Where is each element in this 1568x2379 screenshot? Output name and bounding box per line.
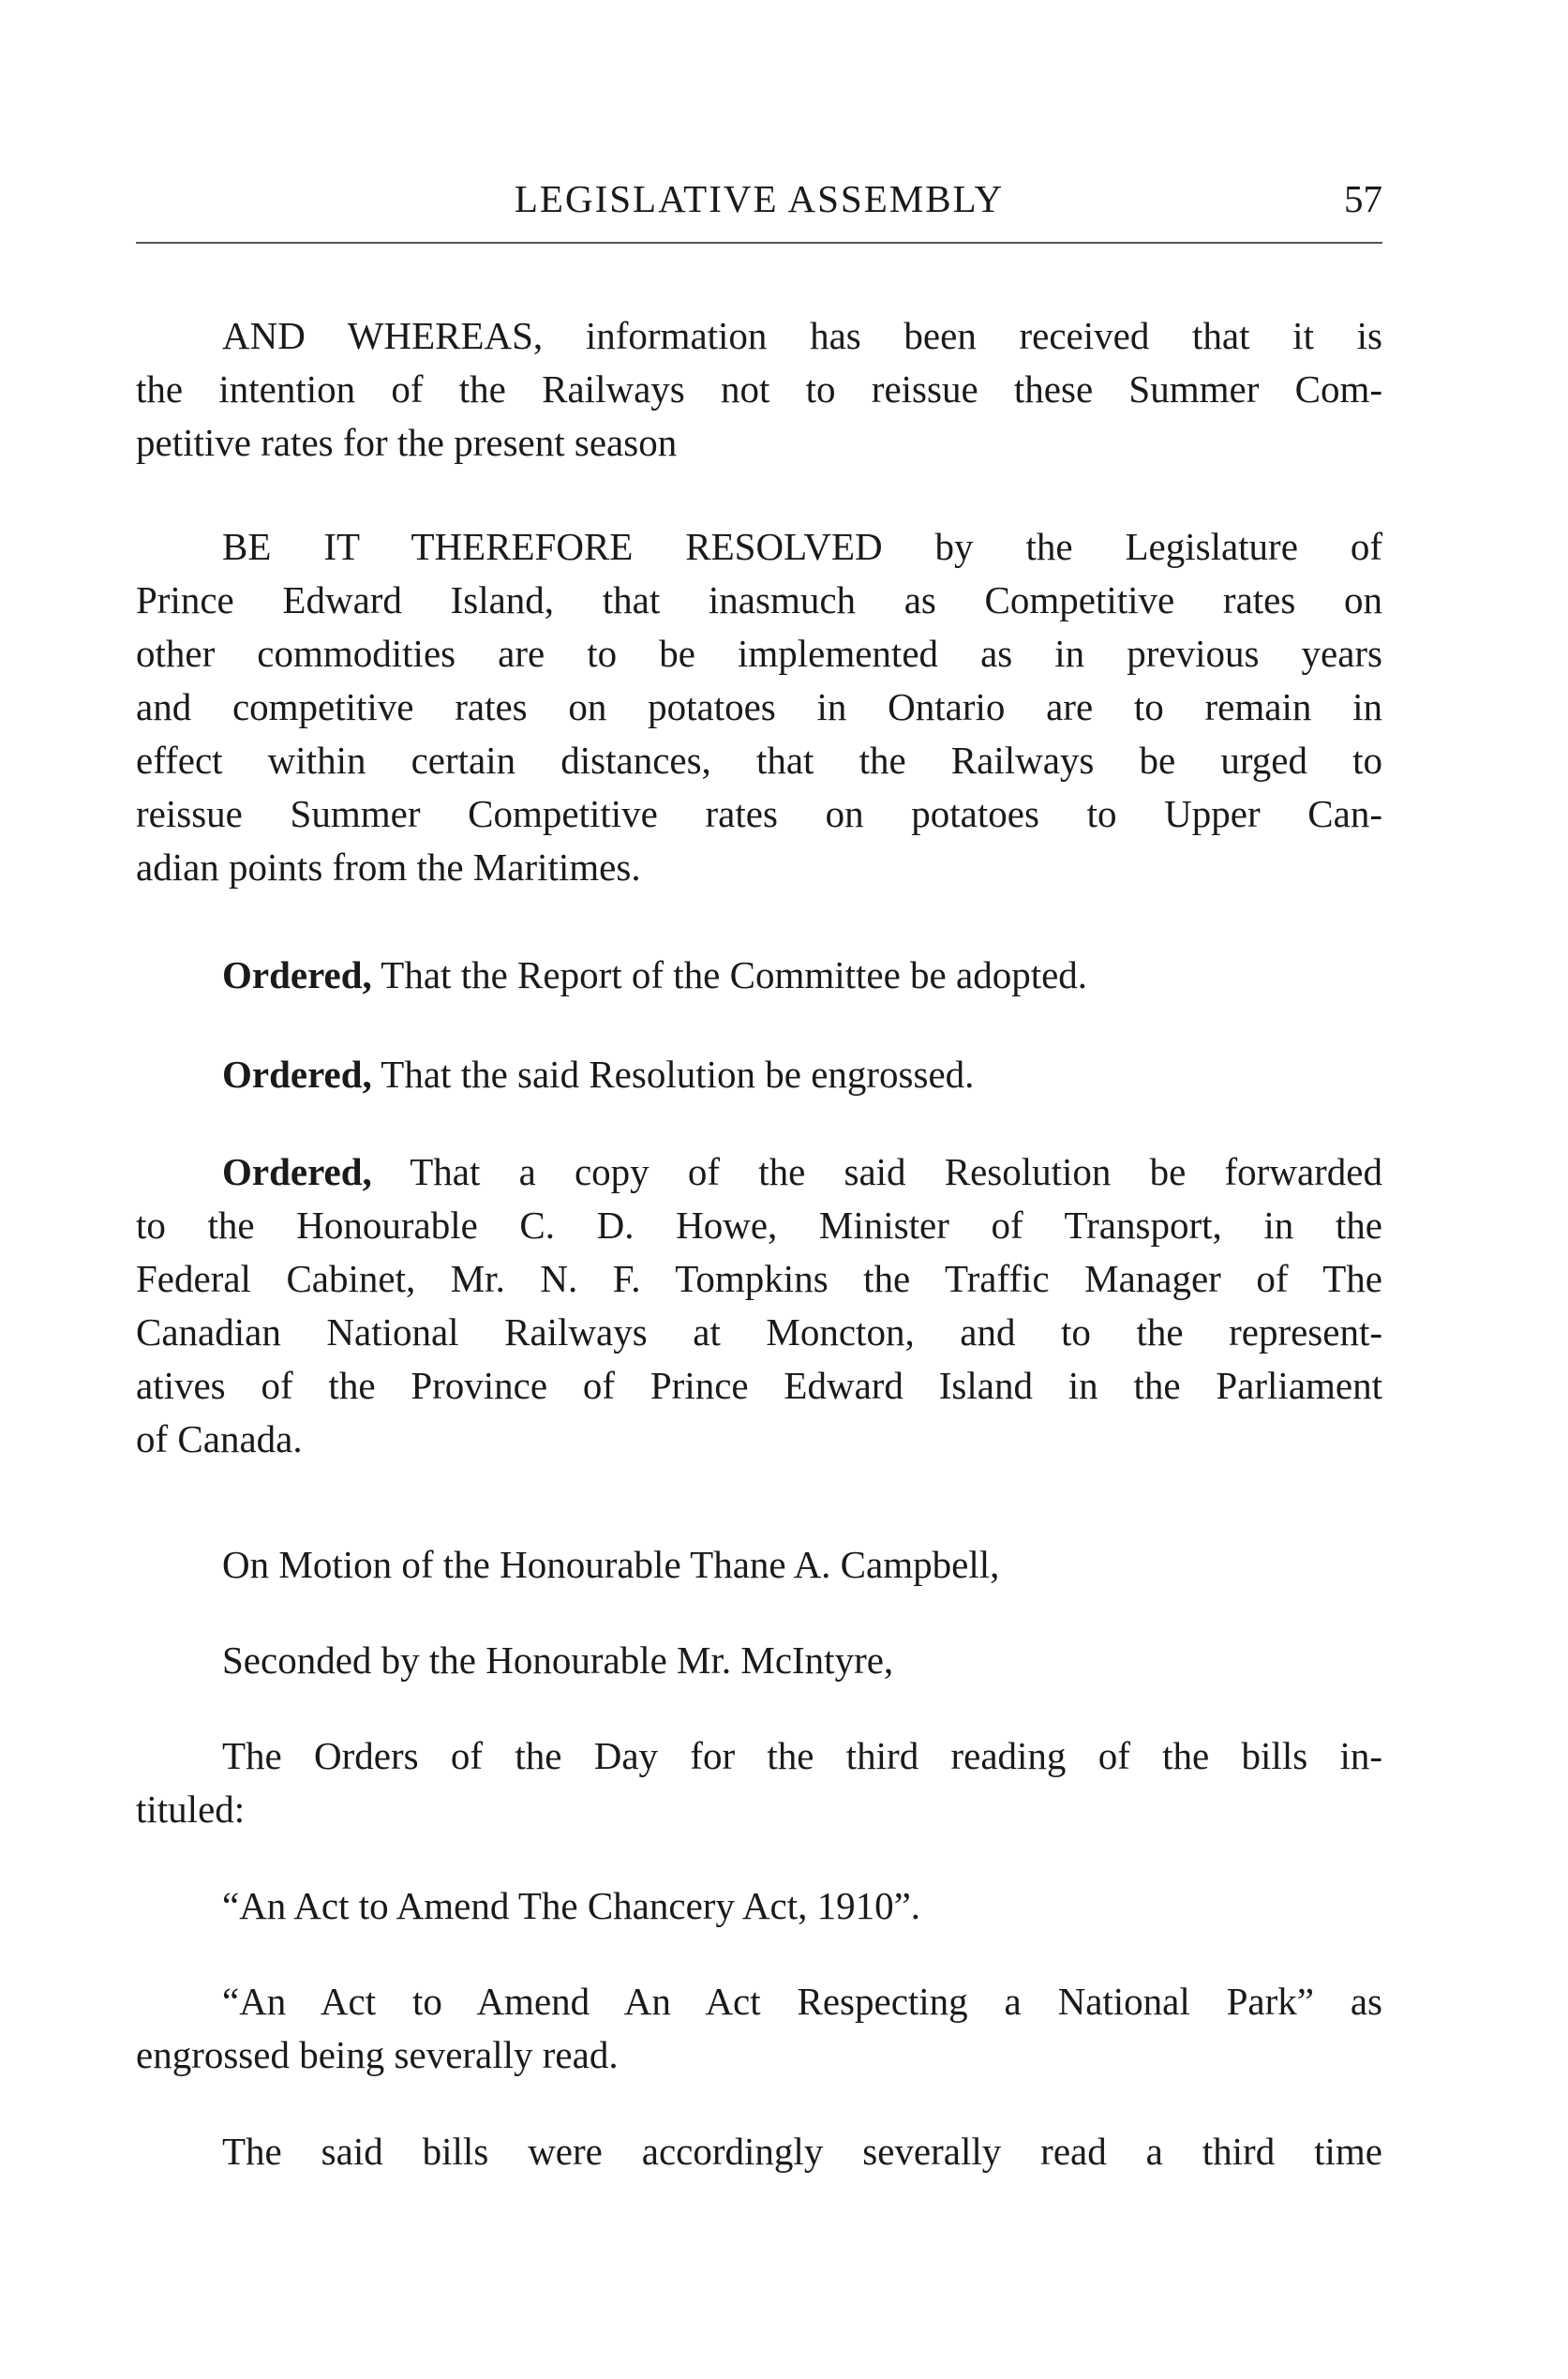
paragraph-line: “An Act to Amend An Act Respecting a National Park” as: [222, 1980, 1382, 2023]
ordered-text: That a copy of the said Resolution be forwarded: [371, 1150, 1382, 1193]
paragraph-line: the intention of the Railways not to reissue these Summer Com-: [136, 367, 1382, 411]
paragraph-ordered-engrossed: [136, 1048, 1382, 1101]
paragraph-line: engrossed being severally read.: [136, 2033, 619, 2076]
ordered-label: Ordered,: [222, 1150, 372, 1193]
paragraph-line: atives of the Province of Prince Edward Island in the Parliament: [136, 1364, 1382, 1407]
paragraph-line: Federal Cabinet, Mr. N. F. Tompkins the Traffic Manager of The: [136, 1257, 1382, 1300]
paragraph-line: other commodities are to be implemented as in previous years: [136, 632, 1382, 675]
paragraph-line: of Canada.: [136, 1417, 303, 1460]
paragraph-line: reissue Summer Competitive rates on potatoes to Upper Can-: [136, 792, 1382, 835]
paragraph-resolved: [136, 520, 1382, 894]
header-rule: [136, 242, 1382, 244]
page-number: 57: [1344, 177, 1382, 220]
paragraph-line: BE IT THEREFORE RESOLVED by the Legislature of: [222, 525, 1382, 568]
paragraph-national-park-act: [136, 1975, 1382, 2082]
paragraph-line: Seconded by the Honourable Mr. McIntyre,: [222, 1638, 894, 1682]
ordered-label: Ordered,: [222, 953, 372, 996]
paragraph-third-reading: [136, 2125, 1382, 2178]
paragraph-line: Prince Edward Island, that inasmuch as Competitive rates on: [136, 578, 1382, 621]
paragraph-line: adian points from the Maritimes.: [136, 845, 641, 889]
paragraph-ordered-copy: [136, 1145, 1382, 1466]
paragraph-line: The said bills were accordingly severally read a third time: [222, 2130, 1382, 2173]
paragraph-line: On Motion of the Honourable Thane A. Campbell,: [222, 1543, 1000, 1586]
running-title: LEGISLATIVE ASSEMBLY: [514, 177, 1005, 220]
paragraph-line: tituled:: [136, 1788, 246, 1831]
paragraph-ordered-report: [136, 949, 1382, 1002]
paragraph-line: [136, 1048, 1382, 1101]
paragraph-line: The Orders of the Day for the third reading of the bills in-: [222, 1734, 1382, 1777]
paragraph-motion: [136, 1538, 1382, 1592]
paragraph-line: [136, 1145, 1382, 1199]
paragraph-seconded: [136, 1634, 1382, 1687]
ordered-text: That the said Resolution be engrossed.: [371, 1053, 975, 1096]
ordered-label: Ordered,: [222, 1053, 372, 1096]
paragraph-line: Canadian National Railways at Moncton, and to the represent-: [136, 1310, 1382, 1354]
paragraph-line: [136, 949, 1382, 1002]
paragraph-line: and competitive rates on potatoes in Ontario are to remain in: [136, 685, 1382, 728]
paragraph-line: effect within certain distances, that the Railways be urged to: [136, 739, 1382, 782]
paragraph-line: AND WHEREAS, information has been received that it is: [222, 314, 1382, 357]
paragraph-line: “An Act to Amend The Chancery Act, 1910”.: [222, 1884, 921, 1927]
paragraph-whereas: [136, 309, 1382, 470]
ordered-text: That the Report of the Committee be adopted.: [371, 953, 1088, 996]
paragraph-orders-of-day: [136, 1729, 1382, 1836]
paragraph-line: to the Honourable C. D. Howe, Minister of Transport, in the: [136, 1204, 1382, 1247]
paragraph-line: petitive rates for the present season: [136, 421, 678, 464]
running-header: [136, 171, 1382, 227]
paragraph-chancery-act: [136, 1879, 1382, 1933]
